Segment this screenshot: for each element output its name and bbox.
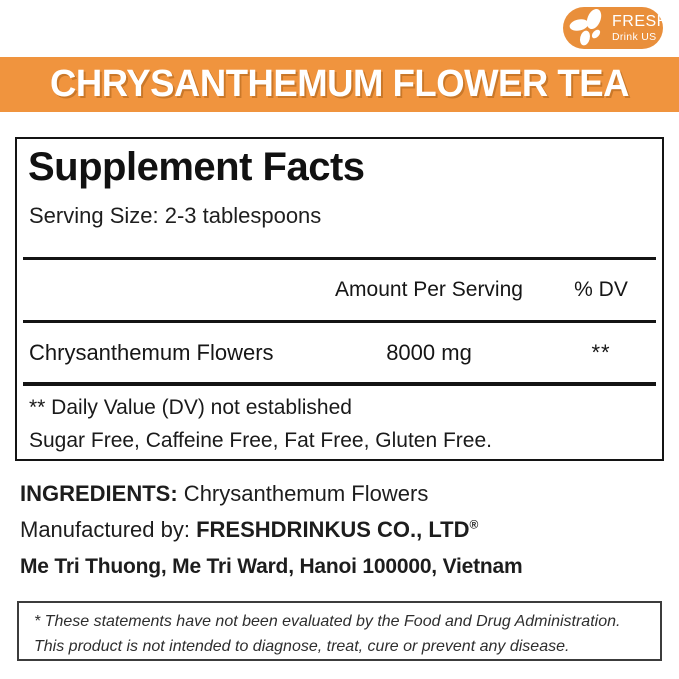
fda-disclaimer-line2: This product is not intended to diagnose, treat, cure or prevent any disease.: [34, 637, 570, 655]
ingredients-value: Chrysanthemum Flowers: [177, 481, 429, 506]
facts-header-row: [17, 260, 662, 320]
ingredients-line: [20, 481, 428, 507]
ingredients-label: INGREDIENTS:: [20, 481, 178, 506]
serving-size: Serving Size: 2-3 tablespoons: [29, 203, 322, 228]
manufacturer-name: FRESHDRINKUS CO., LTD: [196, 517, 470, 542]
table-row: [17, 323, 662, 382]
ingredient-amount: 8000 mg: [386, 339, 472, 365]
ingredient-name: Chrysanthemum Flowers: [29, 339, 274, 365]
flower-petals-icon: [567, 8, 611, 48]
brand-logo-text: [612, 14, 669, 43]
product-title: CHRYSANTHEMUM FLOWER TEA: [50, 63, 629, 105]
facts-title: Supplement Facts: [28, 145, 365, 189]
brand-subname: Drink US: [612, 30, 657, 43]
manufactured-label: Manufactured by:: [20, 517, 197, 542]
brand-logo: [563, 7, 669, 49]
fda-disclaimer-box: [17, 601, 662, 661]
supplement-facts-panel: [15, 137, 664, 461]
brand-name: FRESH: [612, 12, 669, 30]
dv-footnote: ** Daily Value (DV) not established: [29, 396, 352, 419]
product-title-banner: [0, 57, 679, 112]
divider-thick-bottom: [23, 382, 656, 386]
manufacturer-address: Me Tri Thuong, Me Tri Ward, Hanoi 100000, Vietnam: [20, 555, 523, 578]
registered-trademark-icon: ®: [469, 517, 479, 532]
fda-disclaimer-line1: * These statements have not been evaluated by the Food and Drug Administration.: [34, 613, 621, 630]
manufactured-line: [20, 517, 478, 543]
amount-per-serving-header: Amount Per Serving: [335, 278, 523, 301]
ingredient-dv: **: [591, 339, 611, 365]
free-claims: Sugar Free, Caffeine Free, Fat Free, Gluten Free.: [29, 429, 492, 452]
percent-dv-header: % DV: [574, 278, 628, 301]
